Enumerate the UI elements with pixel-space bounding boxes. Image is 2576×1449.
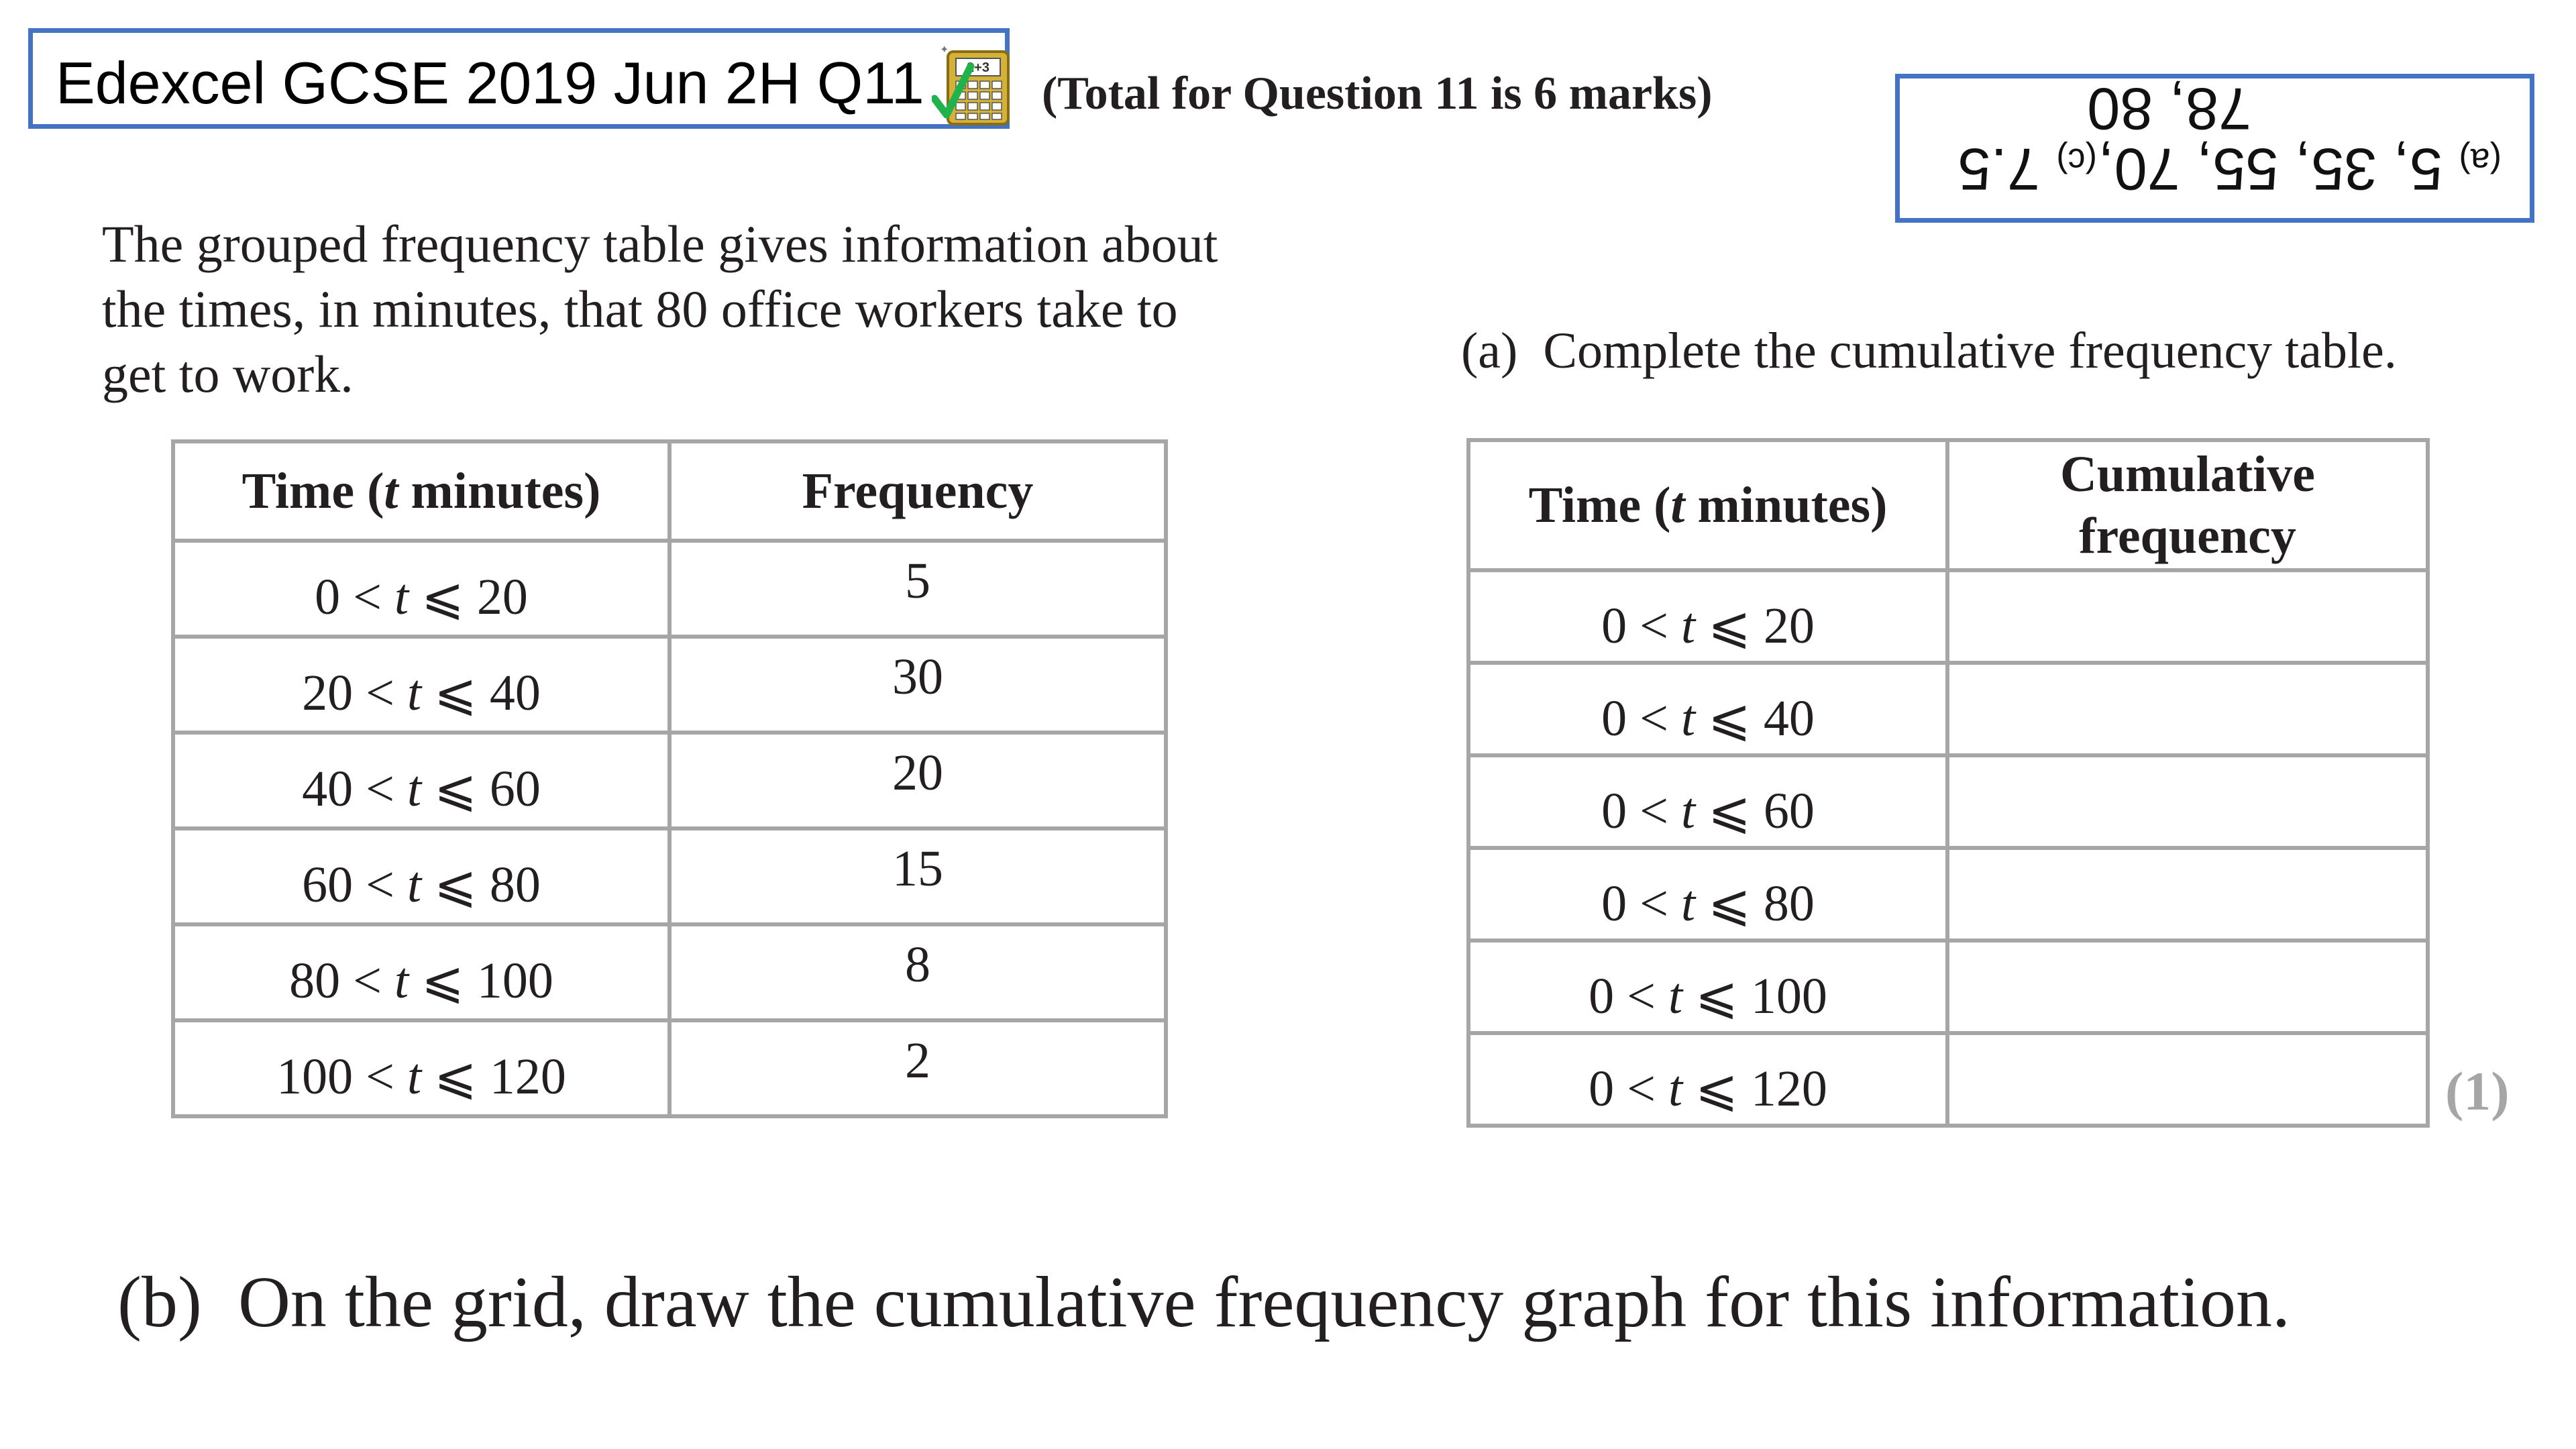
class-interval: 0 < t ⩽ 120: [1468, 1033, 1947, 1126]
frequency-table-header: [173, 441, 1166, 541]
part-a-label: (a): [1461, 323, 1518, 379]
cumulative-frequency-answer-cell[interactable]: [1947, 663, 2428, 755]
part-a-text: Complete the cumulative frequency table.: [1543, 323, 2397, 379]
frequency-value: 20: [669, 733, 1166, 828]
question-title: Edexcel GCSE 2019 Jun 2H Q11: [56, 50, 924, 116]
answer-a-label: (a): [2459, 141, 2502, 180]
table-row: [173, 541, 1166, 637]
cumulative-frequency-answer-cell[interactable]: [1947, 848, 2428, 941]
svg-text:✦: ✦: [940, 43, 949, 56]
frequency-value: 5: [669, 541, 1166, 637]
time-column-header: Time (t minutes): [173, 441, 669, 541]
cumulative-frequency-answer-cell[interactable]: [1947, 755, 2428, 848]
frequency-column-header: Frequency: [669, 441, 1166, 541]
total-marks: (Total for Question 11 is 6 marks): [1042, 68, 1713, 119]
part-a-prompt: [1461, 322, 2397, 380]
class-interval: 0 < t ⩽ 20: [173, 541, 669, 637]
cumulative-frequency-answer-cell[interactable]: [1947, 941, 2428, 1033]
frequency-value: 2: [669, 1020, 1166, 1116]
table-row: [173, 924, 1166, 1020]
cumulative-frequency-table: [1466, 438, 2430, 1128]
cumulative-frequency-column-header: Cumulative frequency: [1947, 440, 2428, 570]
table-row: [1468, 755, 2428, 848]
question-intro: [102, 211, 1323, 407]
class-interval: 0 < t ⩽ 100: [1468, 941, 1947, 1033]
cumulative-table-header: [1468, 440, 2428, 570]
table-row: [1468, 663, 2428, 755]
class-interval: 20 < t ⩽ 40: [173, 637, 669, 733]
cumulative-frequency-answer-cell[interactable]: [1947, 570, 2428, 663]
answer-c: [1958, 135, 2097, 203]
class-interval: 0 < t ⩽ 60: [1468, 755, 1947, 848]
table-row: [173, 637, 1166, 733]
question-title-box: [28, 28, 1010, 129]
table-row: [173, 733, 1166, 828]
table-row: [1468, 941, 2428, 1033]
class-interval: 100 < t ⩽ 120: [173, 1020, 669, 1116]
class-interval: 0 < t ⩽ 80: [1468, 848, 1947, 941]
part-a-marks: (1): [2445, 1061, 2510, 1122]
cumulative-frequency-answer-cell[interactable]: [1947, 1033, 2428, 1126]
frequency-table: [171, 439, 1168, 1118]
answer-c-label: (c): [2056, 141, 2097, 180]
time-column-header: Time (t minutes): [1468, 440, 1947, 570]
table-row: [173, 828, 1166, 924]
intro-line: get to work.: [102, 345, 354, 403]
class-interval: 60 < t ⩽ 80: [173, 828, 669, 924]
class-interval: 0 < t ⩽ 40: [1468, 663, 1947, 755]
class-interval: 80 < t ⩽ 100: [173, 924, 669, 1020]
frequency-value: 30: [669, 637, 1166, 733]
calculator-allowed-icon: [932, 40, 1012, 127]
table-row: [1468, 1033, 2428, 1126]
part-b-prompt: [117, 1261, 2290, 1344]
table-row: [173, 1020, 1166, 1116]
table-row: [1468, 848, 2428, 941]
frequency-value: 15: [669, 828, 1166, 924]
part-b-text: On the grid, draw the cumulative frequency graph for this information.: [237, 1263, 2291, 1342]
intro-line: The grouped frequency table gives information about: [102, 215, 1218, 273]
class-interval: 0 < t ⩽ 20: [1468, 570, 1947, 663]
calculator-display-text: 2+3: [967, 60, 989, 75]
intro-line: the times, in minutes, that 80 office workers take to: [102, 280, 1178, 338]
table-row: [1468, 570, 2428, 663]
answer-a-line2: 78, 80: [2087, 76, 2251, 142]
answer-a-values: 5, 35, 55, 70,: [2098, 136, 2443, 203]
answer-a-line1: [2098, 135, 2502, 203]
part-b-label: (b): [117, 1263, 202, 1342]
answer-box: [1895, 74, 2534, 223]
class-interval: 40 < t ⩽ 60: [173, 733, 669, 828]
answer-c-value: 7.5: [1957, 136, 2040, 203]
frequency-value: 8: [669, 924, 1166, 1020]
